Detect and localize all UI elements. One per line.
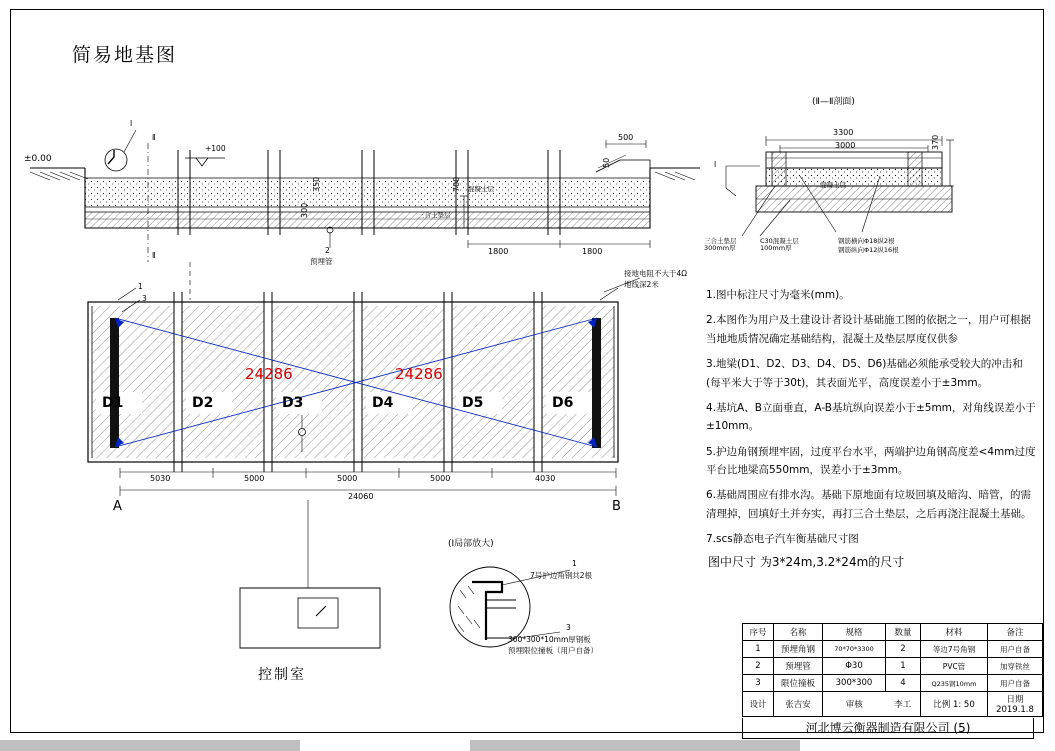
bom-r3-index: 3 [743,675,774,692]
bom-header-spec: 规格 [823,624,886,641]
plan-cell-d2: D2 [192,395,214,411]
table-row [743,641,1043,658]
plan-cell-d3: D3 [282,395,304,411]
bom-design-label: 设计 [743,692,774,717]
concrete-layer-label-elev: 混凝土层 [468,185,494,193]
roman-ii-top-label: Ⅱ [152,133,156,142]
elev-dim-300: 300 [300,202,309,218]
bom-r1-material: 等边7号角钢 [921,641,988,658]
section-roman-i: Ⅰ [714,160,717,169]
elev-dim-1800-b: 1800 [582,247,603,256]
bom-r3-material: Q235钢10mm [921,675,988,692]
section-dim-outer: 3300 [833,128,854,137]
bom-r2-spec: Φ30 [823,658,886,675]
point-b-label: B [612,499,621,514]
scrollbar-thumb-left[interactable] [0,740,300,751]
marker-2-label: 2 [325,246,330,255]
section-legend-rebar-2: 钢筋纵向Φ12纵16根 [838,246,899,254]
notes-block [706,286,1036,556]
elev-dim-700: 700 [452,176,461,192]
bom-r2-qty: 1 [886,658,921,675]
bom-table [742,623,1043,717]
bom-check-label: 审核 [823,692,886,717]
plan-cell-d5: D5 [462,395,484,411]
bom-r2-index: 2 [743,658,774,675]
plus-100-label: +100 [205,144,226,153]
bom-header-qty: 数量 [886,624,921,641]
note-7: 7.scs静态电子汽车衡基础尺寸图 [706,533,859,546]
plan-cell-d1: D1 [102,395,124,411]
detail-title-label: (Ⅰ局部放大) [448,539,494,549]
elev-dim-50: 50 [602,157,611,168]
detail-note-3-text-2: 预埋限位撞板（用户自备） [508,646,598,655]
plan-span-4: 5000 [430,474,451,483]
section-concrete-label: 混凝土层 [820,181,846,189]
bom-r3-qty: 4 [886,675,921,692]
plan-cell-d4: D4 [372,395,394,411]
bom-header-index: 序号 [743,624,774,641]
elev-dim-500: 500 [618,133,634,142]
control-room-label: 控制室 [258,667,306,683]
elevation-zero-label: ±0.00 [24,154,52,164]
bom-r2-remark: 加穿铁丝 [988,658,1043,675]
section-legend-three-soil: 三合土垫层 300mm厚 [704,237,737,253]
note-6: 6.基础周围应有排水沟。基础下原地面有垃圾回填及暗沟、暗管，的需清理掉，回填好土并夯实，再打三合土垫层，之后再浇注混凝土基础。 [706,489,1032,520]
note-4: 4.基坑A、B立面垂直，A-B基坑纵向误差小于±5mm，对角线误差小于±10mm。 [706,401,1036,433]
size-note-label: 图中尺寸 为3*24m,3.2*24m的尺寸 [708,555,905,569]
table-row [743,658,1043,675]
point-a-label: A [113,499,122,514]
bom-r1-name: 预埋角钢 [774,641,823,658]
plan-marker-1: 1 [138,282,143,291]
bom-header-name: 名称 [774,624,823,641]
bom-r3-spec: 300*300 [823,675,886,692]
note-5: 5.护边角钢预埋牢固，过度平台水平，两端护边角钢高度差<4mm过度平台比地梁高550mm，误差小于±3mm。 [706,445,1036,476]
bom-r1-qty: 2 [886,641,921,658]
diagonal-dim-right: 24286 [395,365,443,383]
three-soil-label-elev: 三合土垫层 [418,211,451,219]
table-footer-row [743,692,1043,717]
bom-r1-remark: 用户自备 [988,641,1043,658]
bottom-scrollbar[interactable] [0,740,1055,751]
company-name: 河北博云衡器制造有限公司 (5) [742,718,1034,739]
section-dim-inner: 3000 [835,141,856,150]
bom-check-value: 李工 [886,692,921,717]
diagonal-dim-left: 24286 [245,365,293,383]
plan-cell-d6: D6 [552,395,574,411]
table-row [743,675,1043,692]
plan-marker-3: 3 [142,294,147,303]
section-legend-c30: C30混凝土层 100mm厚 [760,237,799,253]
roman-ii-bottom-label: Ⅱ [152,251,156,260]
bom-r1-index: 1 [743,641,774,658]
section-title-label: (Ⅱ—Ⅱ剖面) [812,97,855,107]
note-2: 2.本图作为用户及土建设计者设计基础施工图的依据之一，用户可根据当地地质情况确定基础结构，混凝土及垫层厚度仅供参 [706,314,1032,345]
bom-r3-name: 限位撞板 [774,675,823,692]
table-header-row [743,624,1043,641]
roman-i-top-label: Ⅰ [130,119,133,128]
bom-r3-remark: 用户自备 [988,675,1043,692]
ground-resistance-note-1: 接地电阻不大于4Ω [624,269,688,278]
section-dim-height: 370 [931,134,940,150]
embedded-pipe-label: 预埋管 [310,257,333,266]
bom-design-value: 张吉安 [774,692,823,717]
bom-r1-spec: 70*70*3300 [823,641,886,658]
plan-span-1: 5030 [150,474,171,483]
plan-span-2: 5000 [244,474,265,483]
plan-span-3: 5000 [337,474,358,483]
bom-header-material: 材料 [921,624,988,641]
elev-dim-1800-a: 1800 [488,247,509,256]
detail-note-1-text: 7号护边角钢共2根 [530,571,593,580]
plan-span-5: 4030 [535,474,556,483]
ground-resistance-note-2: 地线深2米 [624,280,659,289]
bom-r2-material: PVC管 [921,658,988,675]
bom-r2-name: 预埋管 [774,658,823,675]
elev-dim-350: 350 [312,176,321,192]
scrollbar-thumb-right[interactable] [470,740,800,751]
note-1: 1.图中标注尺寸为毫米(mm)。 [706,289,850,301]
section-legend-rebar-1: 钢筋横向Φ18纵2根 [838,237,895,245]
bom-scale: 比例 1: 50 [921,692,988,717]
note-3: 3.地梁(D1、D2、D3、D4、D5、D6)基础必须能承受较大的冲击和(每平米大于等于30t)，其表面光平，高度误差小于±3mm。 [706,358,1023,389]
plan-total-dim: 24060 [348,492,374,501]
bom-header-remark: 备注 [988,624,1043,641]
bom-date: 日期 2019.1.8 [988,692,1043,717]
detail-note-3-number: 3 [566,623,571,632]
page-title: 简易地基图 [72,44,178,66]
detail-note-1-number: 1 [572,559,577,568]
detail-note-3-text-1: 300*300*10mm厚钢板 [508,635,591,644]
